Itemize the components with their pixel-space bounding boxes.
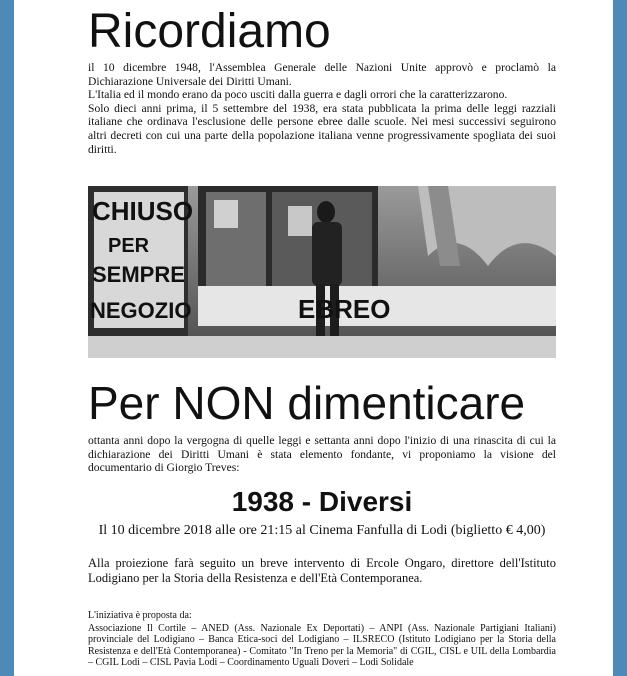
intro-paragraph-2: L'Italia ed il mondo erano da poco usciti dalla guerra e dagli orrori che la caratterizzarono. (88, 88, 508, 102)
section-title: Per NON dimenticare (88, 377, 526, 429)
graffiti-word-4: NEGOZIO (90, 298, 192, 323)
credits-intro: L'iniziativa è proposta da: (88, 610, 192, 621)
event-followup: Alla proiezione farà seguito un breve intervento di Ercole Ongaro, direttore dell'Istituto Lodigiano per la Storia della Resistenza e dell'Età Contemporanea. (88, 556, 556, 585)
section-body: ottanta anni dopo la vergogna di quelle leggi e settanta anni dopo l'inizio di una rinascita di cui la dichiarazione dei Diritti Umani è stata elemento fondante, vi proponiamo la visione del documentario di Giorgio Treves: (88, 434, 556, 475)
graffiti-word-5: EBREO (298, 294, 391, 324)
intro-paragraph-1: il 10 dicembre 1948, l'Assemblea Generale delle Nazioni Unite approvò e proclamò la Dichiarazione Universale dei Diritti Umani. (88, 61, 556, 88)
page-title: Ricordiamo (88, 5, 331, 58)
graffiti-word-3: SEMPRE (92, 262, 185, 287)
intro-section (88, 61, 556, 156)
credits-section (88, 610, 556, 669)
right-border (613, 0, 627, 676)
historical-photo (88, 186, 556, 358)
event-details: Il 10 dicembre 2018 alle ore 21:15 al Cinema Fanfulla di Lodi (biglietto € 4,00) (98, 523, 546, 538)
left-border (0, 0, 14, 676)
shop-window-graffiti-image (88, 186, 556, 358)
film-title: 1938 - Diversi (231, 486, 413, 517)
intro-paragraph-3: Solo dieci anni prima, il 5 settembre del 1938, era stata pubblicata la prima delle leggi razziali italiane che ordinava l'esclusione delle persone ebree dalle scuole. Nei mesi successivi seguirono altri decreti con cui una parte della popolazione italiana venne progressivamente spogliata dei suoi diritti. (88, 101, 556, 156)
flyer-page (14, 0, 613, 676)
graffiti-word-1: CHIUSO (92, 196, 194, 226)
credits-organizers: Associazione Il Cortile – ANED (Ass. Nazionale Ex Deportati) – ANPI (Ass. Nazionale Partigiani Italiani) provinciale del Lodigiano – Banca Etica-soci del Lodigiano – ILSRECO (Istituto Lodigiano per la Storia della Resistenza e dell'Età Contemporanea) - Comitato "In Treno per la Memoria" di CGIL, CISL e UIL della Lombardia – CGIL Lodi – CISL Pavia Lodi – Coordinamento Uguali Doveri – Lodi Solidale (88, 622, 556, 668)
graffiti-word-2: PER (108, 235, 150, 257)
